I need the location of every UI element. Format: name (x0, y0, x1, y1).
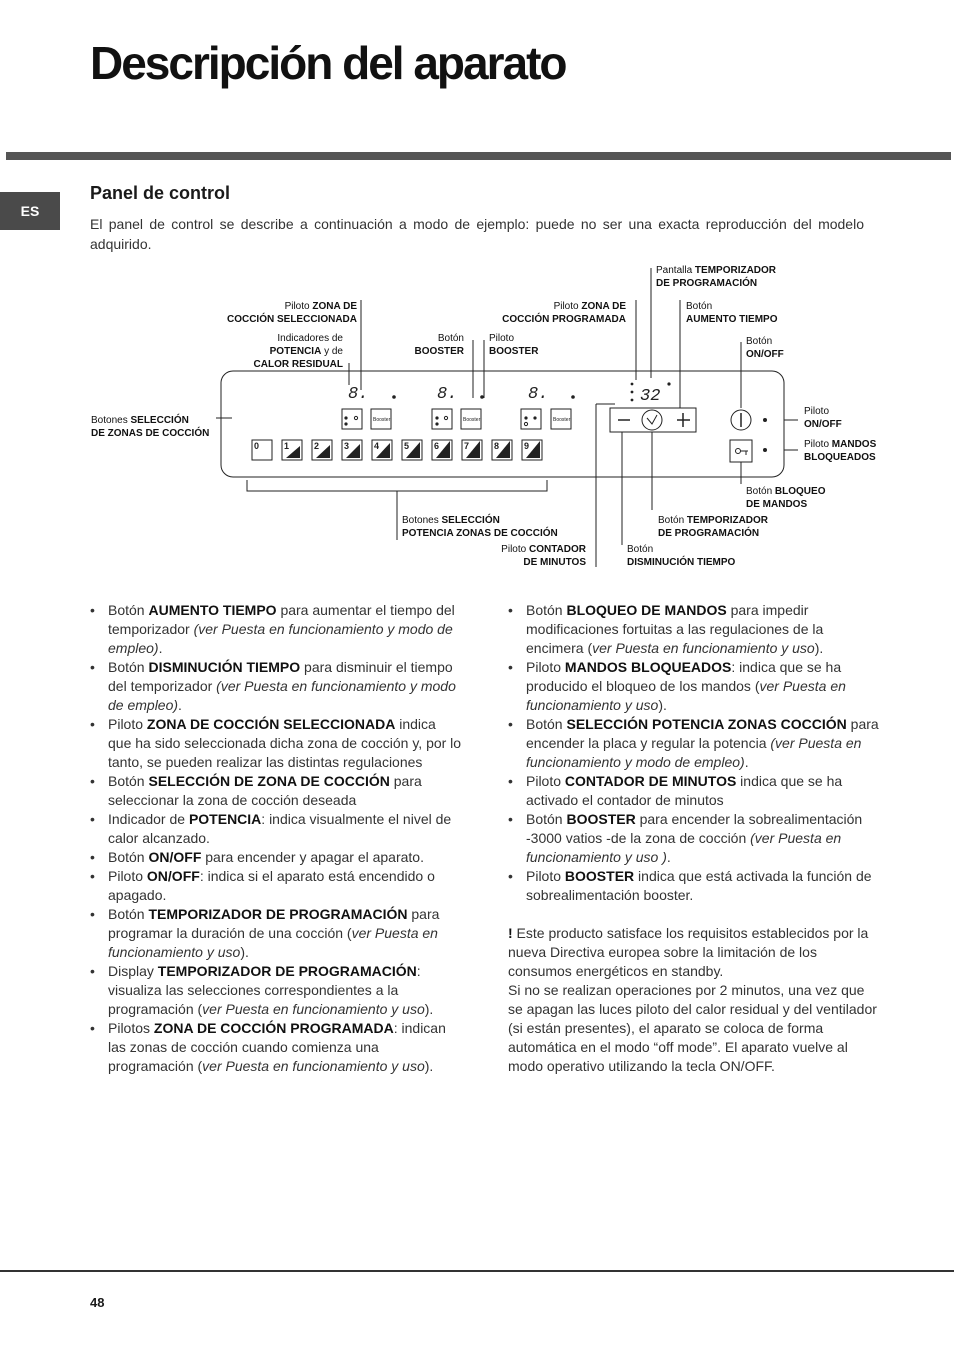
svg-text:3: 3 (344, 441, 350, 451)
label-piloto-zona-programada: Piloto ZONA DE COCCIÓN PROGRAMADA (502, 301, 626, 325)
svg-text:6: 6 (434, 441, 440, 451)
timer-display: 32 (640, 387, 661, 406)
svg-text:2: 2 (314, 441, 320, 451)
label-piloto-mandos-bloqueados: Piloto MANDOS BLOQUEADOS (804, 439, 877, 463)
list-item: • Botón SELECCIÓN POTENCIA ZONAS COCCIÓN para encender la placa y regular la potencia (ver Puesta en funcionamiento y modo de empleo). (508, 715, 883, 772)
label-boton-aumento: Botón AUMENTO TIEMPO (686, 301, 778, 325)
label-indicadores-potencia: Indicadores de POTENCIA y de CALOR RESIDUAL (253, 333, 343, 370)
zone-select-button-3 (521, 409, 541, 429)
list-item: • Piloto ZONA DE COCCIÓN SELECCIONADA indica que ha sido seleccionada dicha zona de cocción y, por lo tanto, se pueden realizar las distintas regulaciones (90, 715, 462, 772)
label-boton-bloqueo: Botón BLOQUEO DE MANDOS (746, 486, 826, 510)
svg-text:9: 9 (524, 441, 530, 451)
label-piloto-contador: Piloto CONTADOR DE MINUTOS (501, 544, 586, 568)
label-boton-disminucion: Botón DISMINUCIÓN TIEMPO (627, 544, 736, 568)
zone-display-1: 8. (348, 385, 369, 404)
intro-paragraph: El panel de control se describe a continuación a modo de ejemplo: puede no ser una exacta reproducción del modelo adquirido. (90, 216, 864, 252)
list-item: • Botón TEMPORIZADOR DE PROGRAMACIÓN para programar la duración de una cocción (ver Puesta en funcionamiento y uso). (90, 905, 462, 962)
right-column (508, 601, 883, 1076)
zone-display-3: 8. (528, 385, 549, 404)
svg-text:5: 5 (404, 441, 410, 451)
label-piloto-onoff: Piloto ON/OFF (804, 406, 842, 430)
page-number: 48 (90, 1295, 105, 1310)
standby-note: ! Este producto satisface los requisitos establecidos por la nueva Directiva europea sobre la limitación de los consumos energéticos en standby. Si no se realizan operaciones por 2 minutos, una vez que se apagan las luces piloto del calor residual y del ventilador (si están presentes), el aparato se coloca de forma automática en el modo “off mode”. El aparato vuelve al modo operativo utilizando la tecla ON/OFF. (508, 925, 877, 1074)
label-piloto-booster: Piloto BOOSTER (489, 333, 539, 357)
label-boton-booster: Botón BOOSTER (414, 333, 464, 357)
svg-text:Booster: Booster (553, 417, 571, 423)
label-piloto-zona-seleccionada: Piloto ZONA DE COCCIÓN SELECCIONADA (226, 301, 357, 325)
list-item: • Indicador de POTENCIA: indica visualmente el nivel de calor alcanzado. (90, 810, 462, 848)
zone-display-2: 8. (437, 385, 458, 404)
panel-outline (221, 371, 784, 477)
svg-text:Booster: Booster (373, 417, 391, 423)
list-item: • Botón SELECCIÓN DE ZONA DE COCCIÓN para seleccionar la zona de cocción deseada (90, 772, 462, 810)
svg-text:8: 8 (494, 441, 500, 451)
section-title: Panel de control (90, 183, 231, 203)
label-boton-temporizador: Botón TEMPORIZADOR DE PROGRAMACIÓN (658, 515, 769, 539)
list-item: • Botón ON/OFF para encender y apagar el aparato. (90, 848, 462, 867)
svg-text:0: 0 (254, 441, 260, 451)
left-column (90, 601, 462, 1076)
svg-text:Booster: Booster (463, 417, 481, 423)
svg-text:1: 1 (284, 441, 290, 451)
control-panel-diagram (0, 0, 954, 600)
list-item: • Botón BOOSTER para encender la sobrealimentación -3000 vatios -de la zona de cocción (ver Puesta en funcionamiento y uso ). (508, 810, 883, 867)
list-item: • Piloto CONTADOR DE MINUTOS indica que se ha activado el contador de minutos (508, 772, 883, 810)
label-boton-onoff: Botón ON/OFF (746, 336, 784, 360)
footer-rule (0, 1270, 954, 1272)
page-title: Descripción del aparato (90, 37, 566, 89)
language-tab: ES (0, 192, 60, 230)
label-pantalla-temporizador: Pantalla TEMPORIZADOR DE PROGRAMACIÓN (656, 265, 777, 289)
timer-program-button (642, 410, 662, 430)
list-item: • Botón DISMINUCIÓN TIEMPO para disminuir el tiempo del temporizador (ver Puesta en funcionamiento y modo de empleo). (90, 658, 462, 715)
label-botones-seleccion-zonas: Botones SELECCIÓN DE ZONAS DE COCCIÓN (91, 415, 210, 439)
list-item: • Pilotos ZONA DE COCCIÓN PROGRAMADA: indican las zonas de cocción cuando comienza una programación (ver Puesta en funcionamiento y uso). (90, 1019, 462, 1076)
list-item: • Piloto MANDOS BLOQUEADOS: indica que se ha producido el bloqueo de los mandos (ver Puesta en funcionamiento y uso). (508, 658, 883, 715)
svg-text:7: 7 (464, 441, 470, 451)
list-item: • Botón AUMENTO TIEMPO para aumentar el tiempo del temporizador (ver Puesta en funcionamiento y modo de empleo). (90, 601, 462, 658)
list-item: • Piloto ON/OFF: indica si el aparato está encendido o apagado. (90, 867, 462, 905)
zone-select-button-2 (432, 409, 452, 429)
label-botones-seleccion-potencia: Botones SELECCIÓN POTENCIA ZONAS DE COCCIÓN (402, 515, 558, 539)
list-item: • Botón BLOQUEO DE MANDOS para impedir modificaciones fortuitas a las regulaciones de la encimera (ver Puesta en funcionamiento y uso). (508, 601, 883, 658)
list-item: • Display TEMPORIZADOR DE PROGRAMACIÓN: visualiza las selecciones correspondientes a la programación (ver Puesta en funcionamiento y uso). (90, 962, 462, 1019)
warning-mark: ! (508, 925, 513, 941)
svg-text:4: 4 (374, 441, 380, 451)
list-item: • Piloto BOOSTER indica que está activada la función de sobrealimentación booster. (508, 867, 883, 905)
